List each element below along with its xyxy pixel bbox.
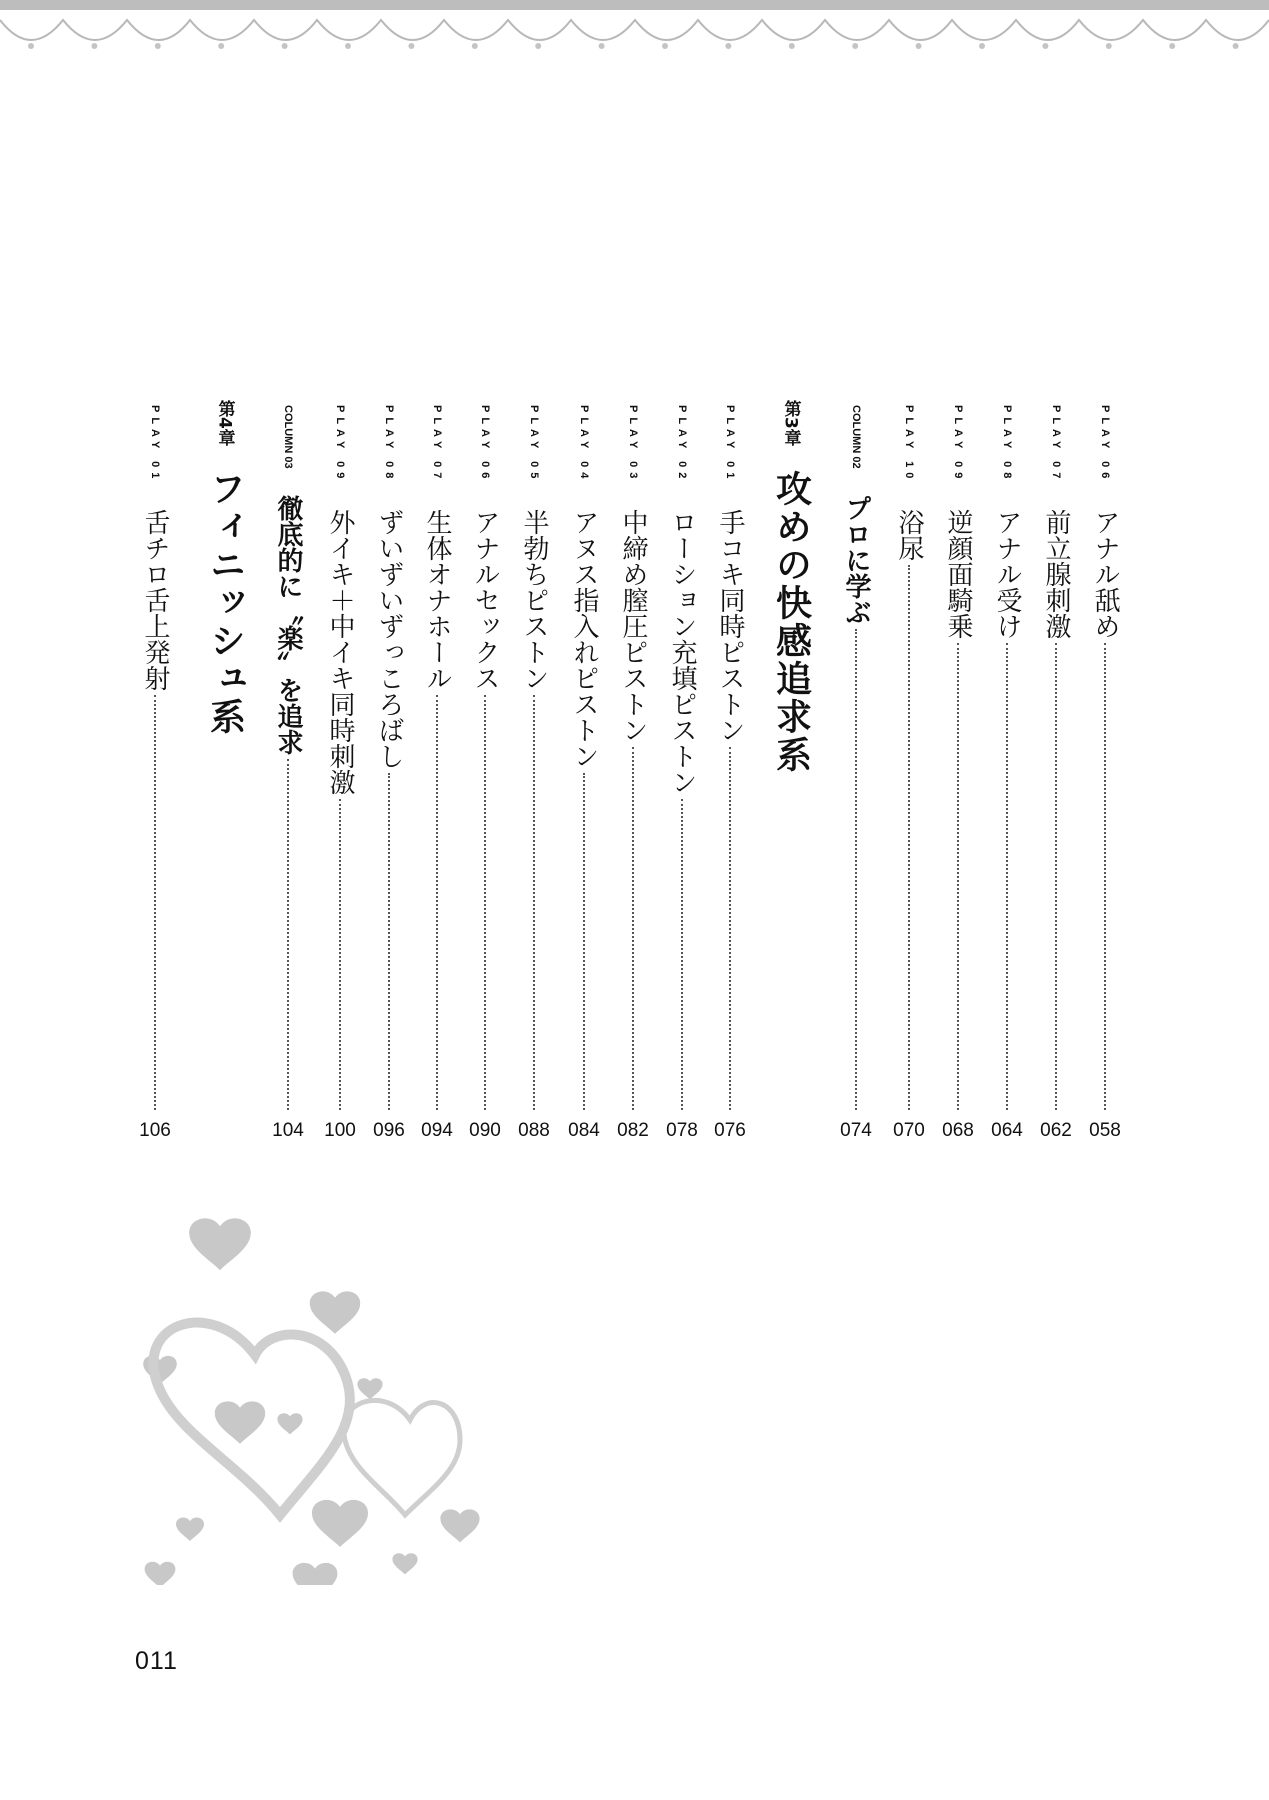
toc-entry[interactable] <box>371 405 407 1110</box>
leader-dots <box>855 629 857 1110</box>
entry-label: PLAY 04 <box>578 405 590 484</box>
toc-entry[interactable] <box>137 405 173 1110</box>
entry-page-number: 104 <box>272 1120 304 1141</box>
entry-page-number: 076 <box>714 1120 746 1141</box>
toc-entry[interactable] <box>467 405 503 1110</box>
decorative-hearts-illustration <box>130 1215 500 1585</box>
toc-entry[interactable] <box>270 405 306 1110</box>
entry-label: PLAY 05 <box>528 405 540 484</box>
leader-dots <box>681 799 683 1110</box>
decorative-lace-border <box>0 0 1269 90</box>
leader-dots <box>1104 643 1106 1110</box>
entry-label: COLUMN 03 <box>282 405 294 469</box>
leader-dots <box>388 773 390 1110</box>
entry-label: PLAY 07 <box>431 405 443 484</box>
chapter-title: フィニッシュ系 <box>204 469 246 736</box>
toc-entry[interactable] <box>891 405 927 1110</box>
toc-entry[interactable] <box>989 405 1025 1110</box>
entry-title: 前立腺刺激 <box>1041 509 1071 640</box>
entry-page-number: 090 <box>469 1120 501 1141</box>
entry-page-number: 084 <box>568 1120 600 1141</box>
entry-title: 生体オナホール <box>422 509 452 692</box>
leader-dots <box>583 773 585 1110</box>
chapter-number: 第4章 <box>214 400 235 446</box>
leader-dots <box>339 799 341 1110</box>
entry-label: PLAY 01 <box>149 405 161 484</box>
entry-title: 半勃ちピストン <box>519 509 549 692</box>
chapter-title: 攻めの快感追求系 <box>770 469 812 774</box>
toc-entry[interactable] <box>566 405 602 1110</box>
entry-title: プロに学ぶ <box>841 494 871 625</box>
entry-page-number: 096 <box>373 1120 405 1141</box>
entry-page-number: 094 <box>421 1120 453 1141</box>
entry-label: PLAY 06 <box>479 405 491 484</box>
entry-title: ずいずいずっころばし <box>374 509 404 770</box>
toc-entry[interactable] <box>322 405 358 1110</box>
entry-title: 外イキ＋中イキ同時刺激 <box>325 509 355 796</box>
entry-title: 舌チロ舌上発射 <box>140 509 170 692</box>
leader-dots <box>729 747 731 1110</box>
entry-page-number: 062 <box>1040 1120 1072 1141</box>
entry-title: 逆顔面騎乗 <box>943 509 973 640</box>
entry-label: PLAY 09 <box>334 405 346 484</box>
entry-label: COLUMN 02 <box>850 405 862 469</box>
entry-title: アナルセックス <box>470 509 500 692</box>
toc-entry[interactable] <box>940 405 976 1110</box>
entry-page-number: 068 <box>942 1120 974 1141</box>
entry-label: PLAY 10 <box>903 405 915 484</box>
toc-entry[interactable] <box>838 405 874 1110</box>
entry-page-number: 106 <box>139 1120 171 1141</box>
leader-dots <box>484 695 486 1110</box>
entry-page-number: 058 <box>1089 1120 1121 1141</box>
entry-title: アナル舐め <box>1090 509 1120 640</box>
leader-dots <box>436 695 438 1110</box>
toc-entry[interactable] <box>419 405 455 1110</box>
leader-dots <box>287 759 289 1110</box>
toc-entry[interactable] <box>712 405 748 1110</box>
entry-label: PLAY 08 <box>383 405 395 484</box>
chapter-number: 第3章 <box>780 400 801 446</box>
entry-page-number: 070 <box>893 1120 925 1141</box>
leader-dots <box>533 695 535 1110</box>
entry-label: PLAY 01 <box>724 405 736 484</box>
entry-label: PLAY 02 <box>676 405 688 484</box>
entry-title: 手コキ同時ピストン <box>715 509 745 744</box>
entry-page-number: 078 <box>666 1120 698 1141</box>
entry-title: 徹底的に〝楽〟を追求 <box>273 494 303 755</box>
entry-label: PLAY 03 <box>627 405 639 484</box>
leader-dots <box>957 643 959 1110</box>
entry-page-number: 064 <box>991 1120 1023 1141</box>
entry-page-number: 088 <box>518 1120 550 1141</box>
chapter-heading <box>771 400 811 774</box>
toc-entry[interactable] <box>1087 405 1123 1110</box>
entry-label: PLAY 08 <box>1001 405 1013 484</box>
leader-dots <box>908 565 910 1110</box>
entry-label: PLAY 06 <box>1099 405 1111 484</box>
entry-title: 中締め膣圧ピストン <box>618 509 648 744</box>
entry-title: アヌス指入れピストン <box>569 509 599 770</box>
entry-page-number: 074 <box>840 1120 872 1141</box>
entry-page-number: 100 <box>324 1120 356 1141</box>
entry-title: ローション充填ピストン <box>667 509 697 796</box>
toc-entry[interactable] <box>1038 405 1074 1110</box>
entry-label: PLAY 07 <box>1050 405 1062 484</box>
toc-entry[interactable] <box>516 405 552 1110</box>
entry-title: アナル受け <box>992 509 1022 640</box>
page-number: 011 <box>135 1647 178 1675</box>
leader-dots <box>1006 643 1008 1110</box>
toc-entry[interactable] <box>664 405 700 1110</box>
chapter-heading <box>205 400 245 736</box>
leader-dots <box>154 695 156 1110</box>
leader-dots <box>632 747 634 1110</box>
entry-page-number: 082 <box>617 1120 649 1141</box>
leader-dots <box>1055 643 1057 1110</box>
toc-entry[interactable] <box>615 405 651 1110</box>
entry-title: 浴尿 <box>894 509 924 562</box>
entry-label: PLAY 09 <box>952 405 964 484</box>
